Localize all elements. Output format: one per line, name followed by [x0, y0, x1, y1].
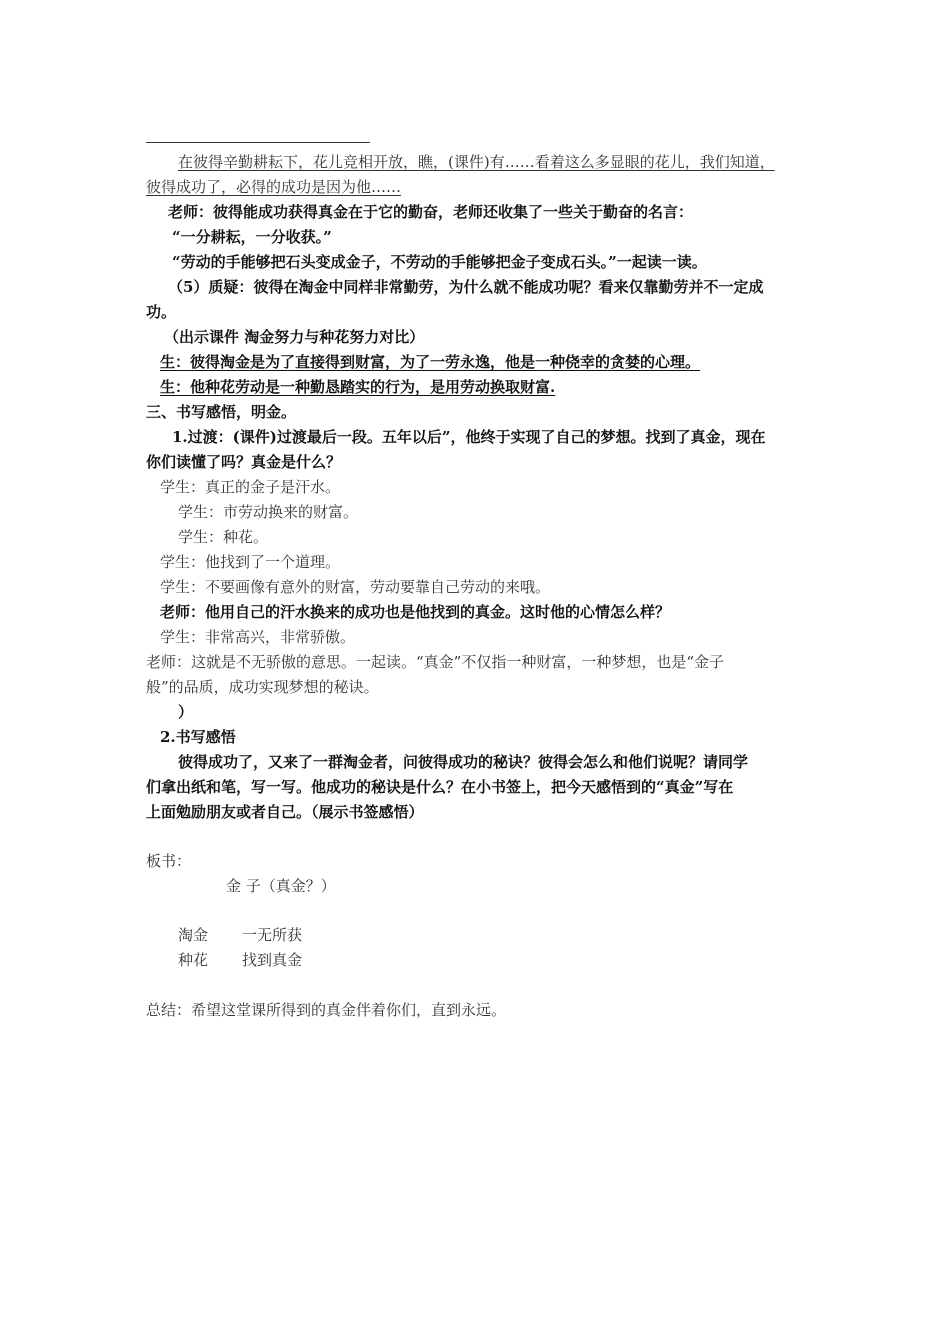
writing-heading: 2.书写感悟 — [160, 728, 236, 746]
board-label: 板书： — [146, 852, 192, 870]
board-title: 金 子（真金？） — [226, 877, 336, 895]
student-answer: 学生：真正的金子是汗水。 — [160, 478, 341, 496]
teacher-question: 老师：他用自己的汗水换来的成功也是他找到的真金。这时他的心情怎么样？ — [160, 603, 671, 621]
intro-line-2: 彼得成功了，必得的成功是因为他…… — [146, 178, 402, 196]
teacher-summary-line-1: 老师：这就是不无骄傲的意思。一起读。“真金”不仅指一种财富，一种梦想，也是“金子 — [146, 653, 725, 671]
question-5-line-1: （5）质疑：彼得在淘金中同样非常勤劳，为什么就不能成功呢？看来仅靠勤劳并不一定成 — [168, 278, 764, 296]
proverb-1: “一分耕耘，一分收获。” — [172, 228, 332, 246]
writing-task-line-1: 彼得成功了，又来了一群淘金者，问彼得成功的秘诀？彼得会怎么和他们说呢？请同学 — [178, 753, 749, 771]
closing-parenthesis: ） — [178, 703, 194, 721]
student-answer-feeling: 学生：非常高兴，非常骄傲。 — [160, 628, 356, 646]
student-answer: 学生：市劳动换来的财富。 — [178, 503, 359, 521]
student-answer: 学生：种花。 — [178, 528, 269, 546]
board-row-2-right: 找到真金 — [242, 951, 303, 969]
writing-task-line-2: 们拿出纸和笔，写一写。他成功的秘诀是什么？在小书签上，把今天感悟到的“真金”写在 — [146, 778, 734, 796]
teacher-quote-intro: 老师：彼得能成功获得真金在于它的勤奋，老师还收集了一些关于勤奋的名言： — [168, 203, 694, 221]
board-row-1-left: 淘金 — [178, 926, 209, 944]
courseware-compare: （出示课件 淘金努力与种花努力对比） — [164, 328, 425, 346]
transition-line-1: 1.过渡：(课件)过渡最后一段。五年以后”，他终于实现了自己的梦想。找到了真金，现在 — [172, 428, 766, 446]
question-5-line-2: 功。 — [146, 303, 177, 321]
footnote-separator-line — [146, 142, 370, 143]
conclusion: 总结：希望这堂课所得到的真金伴着你们，直到永远。 — [146, 1001, 507, 1019]
section-3-heading: 三、书写感悟，明金。 — [146, 403, 297, 421]
board-row-2-left: 种花 — [178, 951, 209, 969]
board-row-1-right: 一无所获 — [242, 926, 303, 944]
proverb-2: “劳动的手能够把石头变成金子，不劳动的手能够把金子变成石头。”一起读一读。 — [172, 253, 707, 271]
teacher-summary-line-2: 般”的品质，成功实现梦想的秘诀。 — [146, 678, 379, 696]
student-answer: 学生：不要画像有意外的财富，劳动要靠自己劳动的来哦。 — [160, 578, 551, 596]
writing-task-line-3: 上面勉励朋友或者自己。（展示书签感悟） — [146, 803, 424, 821]
student-answer: 学生：他找到了一个道理。 — [160, 553, 341, 571]
student-answer-greed: 生：彼得淘金是为了直接得到财富，为了一劳永逸，他是一种侥幸的贪婪的心理。 — [160, 353, 701, 371]
intro-line-1: 在彼得辛勤耕耘下，花儿竞相开放，瞧，(课件)有……看着这么多显眼的花儿，我们知道， — [178, 153, 775, 171]
transition-line-2: 你们读懂了吗？真金是什么？ — [146, 453, 342, 471]
student-answer-diligence: 生：他种花劳动是一种勤恳踏实的行为，是用劳动换取财富. — [160, 378, 556, 396]
